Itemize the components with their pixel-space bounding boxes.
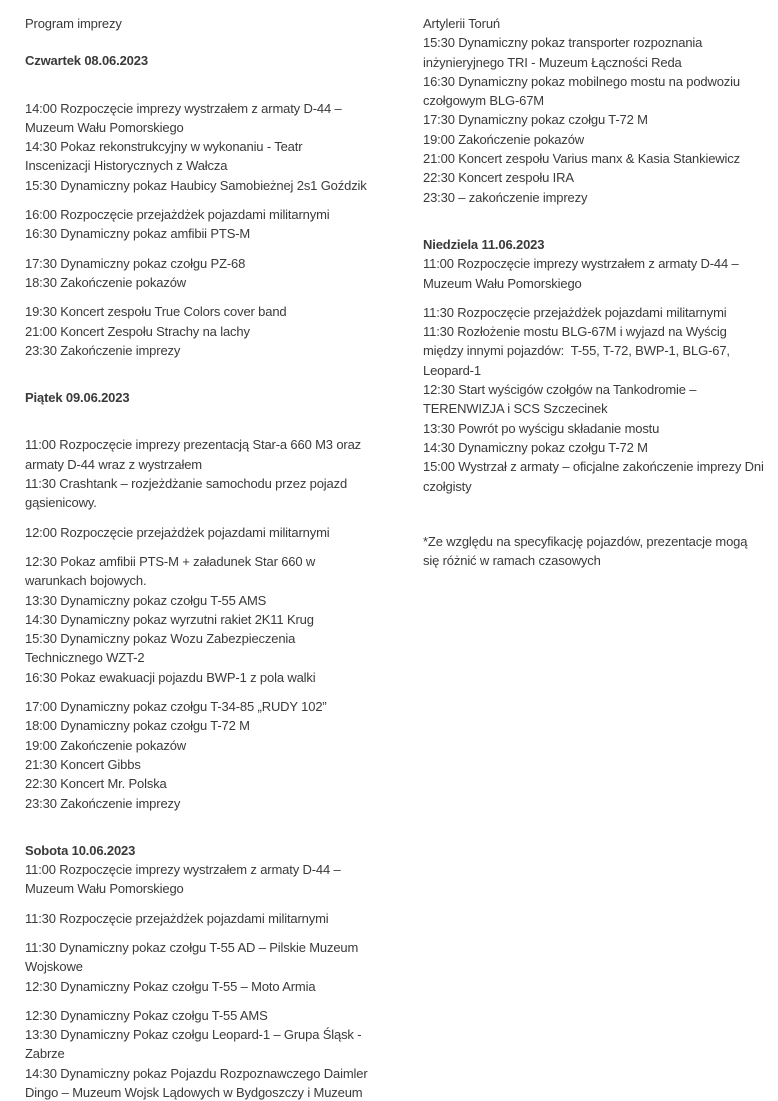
text-line: 12:00 Rozpoczęcie przejażdżek pojazdami militarnymi bbox=[25, 524, 330, 540]
text-line: czołgowym BLG-67M bbox=[423, 93, 544, 109]
text-line: 15:30 Dynamiczny pokaz Haubicy Samobieżnej 2s1 Goździk bbox=[25, 177, 367, 193]
day-heading-text: Czwartek 08.06.2023 bbox=[25, 53, 148, 69]
text-line: 19:30 Koncert zespołu True Colors cover band bbox=[25, 304, 287, 320]
text-line: Inscenizacji Historycznych z Wałcza bbox=[25, 158, 228, 174]
schedule-paragraph bbox=[25, 254, 423, 293]
day-heading-text: Sobota 10.06.2023 bbox=[25, 842, 136, 858]
text-line: 14:30 Pokaz rekonstrukcyjny w wykonaniu - Teatr bbox=[25, 139, 303, 155]
text-line: 11:30 Dynamiczny pokaz czołgu T-55 AD – Pilskie Muzeum bbox=[25, 939, 359, 955]
text-line: 19:00 Zakończenie pokazów bbox=[423, 131, 585, 147]
text-line: Zabrze bbox=[25, 1046, 65, 1062]
text-line: 11:30 Rozpoczęcie przejażdżek pojazdami militarnymi bbox=[25, 910, 329, 926]
text-line: TERENWIZJA i SCS Szczecinek bbox=[423, 401, 608, 417]
text-line: 16:30 Dynamiczny pokaz amfibii PTS-M bbox=[25, 226, 251, 242]
text-line: 11:30 Rozpoczęcie przejażdżek pojazdami militarnymi bbox=[423, 304, 727, 320]
text-line: Muzeum Wału Pomorskiego bbox=[25, 119, 184, 135]
text-line: Wojskowe bbox=[25, 959, 83, 975]
text-line: 22:30 Koncert zespołu IRA bbox=[423, 170, 574, 186]
text-line: 13:30 Dynamiczny Pokaz czołgu Leopard-1 – Grupa Śląsk - bbox=[25, 1027, 362, 1043]
text-line: 21:00 Koncert Zespołu Strachy na lachy bbox=[25, 323, 250, 339]
text-line: 14:30 Dynamiczny pokaz czołgu T-72 M bbox=[423, 439, 648, 455]
text-line: się różnić w ramach czasowych bbox=[423, 553, 601, 569]
text-line: Muzeum Wału Pomorskiego bbox=[423, 275, 582, 291]
text-line: 15:30 Dynamiczny pokaz transporter rozpoznania bbox=[423, 35, 703, 51]
text-line: 15:00 Wystrzał z armaty – oficjalne zakończenie imprezy Dni bbox=[423, 459, 764, 475]
text-line: 17:30 Dynamiczny pokaz czołgu T-72 M bbox=[423, 112, 648, 128]
schedule-paragraph bbox=[25, 99, 423, 195]
text-line: 14:00 Rozpoczęcie imprezy wystrzałem z armaty D-44 – bbox=[25, 100, 342, 116]
text-line: 22:30 Koncert Mr. Polska bbox=[25, 776, 167, 792]
schedule-paragraph bbox=[25, 523, 423, 542]
text-line: warunkach bojowych. bbox=[25, 573, 147, 589]
text-line: 14:30 Dynamiczny pokaz wyrzutni rakiet 2K11 Krug bbox=[25, 611, 314, 627]
text-line: 13:30 Dynamiczny pokaz czołgu T-55 AMS bbox=[25, 592, 267, 608]
day-heading-text: Niedziela 11.06.2023 bbox=[423, 236, 545, 252]
text-line: 12:30 Start wyścigów czołgów na Tankodromie – bbox=[423, 382, 697, 398]
day-heading-sobota bbox=[25, 841, 423, 860]
schedule-paragraph bbox=[25, 860, 423, 899]
schedule-paragraph bbox=[25, 909, 423, 928]
text-line: 11:30 Crashtank – rozjeżdżanie samochodu przez pojazd bbox=[25, 476, 348, 492]
right-column bbox=[423, 14, 778, 1101]
text-line: czołgisty bbox=[423, 478, 472, 494]
text-line: 21:00 Koncert zespołu Varius manx & Kasia Stankiewicz bbox=[423, 151, 740, 167]
text-line: 12:30 Pokaz amfibii PTS-M + załadunek Star 660 w bbox=[25, 553, 316, 569]
text-line: 16:30 Dynamiczny pokaz mobilnego mostu na podwoziu bbox=[423, 73, 740, 89]
text-line: 15:30 Dynamiczny pokaz Wozu Zabezpieczenia bbox=[25, 631, 296, 647]
text-line: 11:00 Rozpoczęcie imprezy wystrzałem z armaty D-44 – bbox=[25, 862, 341, 878]
schedule-paragraph bbox=[25, 552, 423, 687]
text-line: 23:30 – zakończenie imprezy bbox=[423, 189, 588, 205]
text-line: 12:30 Dynamiczny Pokaz czołgu T-55 AMS bbox=[25, 1007, 268, 1023]
text-line: 11:30 Rozłożenie mostu BLG-67M i wyjazd na Wyścig bbox=[423, 324, 727, 340]
text-line: Technicznego WZT-2 bbox=[25, 650, 145, 666]
text-line: Leopard-1 bbox=[423, 362, 481, 378]
text-line: 17:30 Dynamiczny pokaz czołgu PZ-68 bbox=[25, 255, 246, 271]
text-line: 19:00 Zakończenie pokazów bbox=[25, 737, 187, 753]
schedule-paragraph bbox=[25, 435, 423, 512]
text-line: Artylerii Toruń bbox=[423, 16, 500, 31]
text-line: 21:30 Koncert Gibbs bbox=[25, 756, 141, 772]
schedule-paragraph bbox=[423, 14, 778, 207]
page-title bbox=[25, 14, 423, 33]
text-line: 18:00 Dynamiczny pokaz czołgu T-72 M bbox=[25, 718, 250, 734]
text-line: 23:30 Zakończenie imprezy bbox=[25, 342, 181, 358]
text-line: 23:30 Zakończenie imprezy bbox=[25, 795, 181, 811]
text-line: 16:00 Rozpoczęcie przejażdżek pojazdami militarnymi bbox=[25, 207, 330, 223]
text-line: Dingo – Muzeum Wojsk Lądowych w Bydgoszczy i Muzeum bbox=[25, 1085, 363, 1101]
schedule-paragraph bbox=[25, 302, 423, 360]
text-line: 14:30 Dynamiczny pokaz Pojazdu Rozpoznawczego Daimler bbox=[25, 1065, 368, 1081]
day-heading-text: Piątek 09.06.2023 bbox=[25, 390, 130, 406]
left-column bbox=[25, 14, 423, 1101]
schedule-paragraph bbox=[423, 254, 778, 293]
text-line: 13:30 Powrót po wyścigu składanie mostu bbox=[423, 420, 660, 436]
schedule-paragraph bbox=[25, 938, 423, 996]
text-line: 17:00 Dynamiczny pokaz czołgu T-34-85 „RUDY 102” bbox=[25, 699, 327, 715]
day-heading-piatek bbox=[25, 388, 423, 407]
text-line: 11:00 Rozpoczęcie imprezy wystrzałem z armaty D-44 – bbox=[423, 256, 739, 272]
schedule-paragraph bbox=[25, 1006, 423, 1101]
schedule-paragraph bbox=[25, 697, 423, 813]
text-line: armaty D-44 wraz z wystrzałem bbox=[25, 456, 202, 472]
text-line: 18:30 Zakończenie pokazów bbox=[25, 274, 187, 290]
footnote bbox=[423, 532, 778, 571]
day-heading-czwartek bbox=[25, 51, 423, 70]
text-line: między innymi pojazdów: T-55, T-72, BWP-1, BLG-67, bbox=[423, 343, 730, 359]
text-line: *Ze względu na specyfikację pojazdów, prezentacje mogą bbox=[423, 533, 748, 549]
schedule-paragraph bbox=[423, 303, 778, 496]
text-line: Program imprezy bbox=[25, 16, 122, 31]
text-line: 12:30 Dynamiczny Pokaz czołgu T-55 – Moto Armia bbox=[25, 978, 316, 994]
text-line: 11:00 Rozpoczęcie imprezy prezentacją Star-a 660 M3 oraz bbox=[25, 437, 362, 453]
text-line: 16:30 Pokaz ewakuacji pojazdu BWP-1 z pola walki bbox=[25, 669, 316, 685]
text-line: gąsienicowy. bbox=[25, 495, 97, 511]
day-heading-niedziela bbox=[423, 235, 778, 254]
text-line: inżynieryjnego TRI - Muzeum Łączności Reda bbox=[423, 54, 682, 70]
schedule-paragraph bbox=[25, 205, 423, 244]
text-line: Muzeum Wału Pomorskiego bbox=[25, 881, 184, 897]
